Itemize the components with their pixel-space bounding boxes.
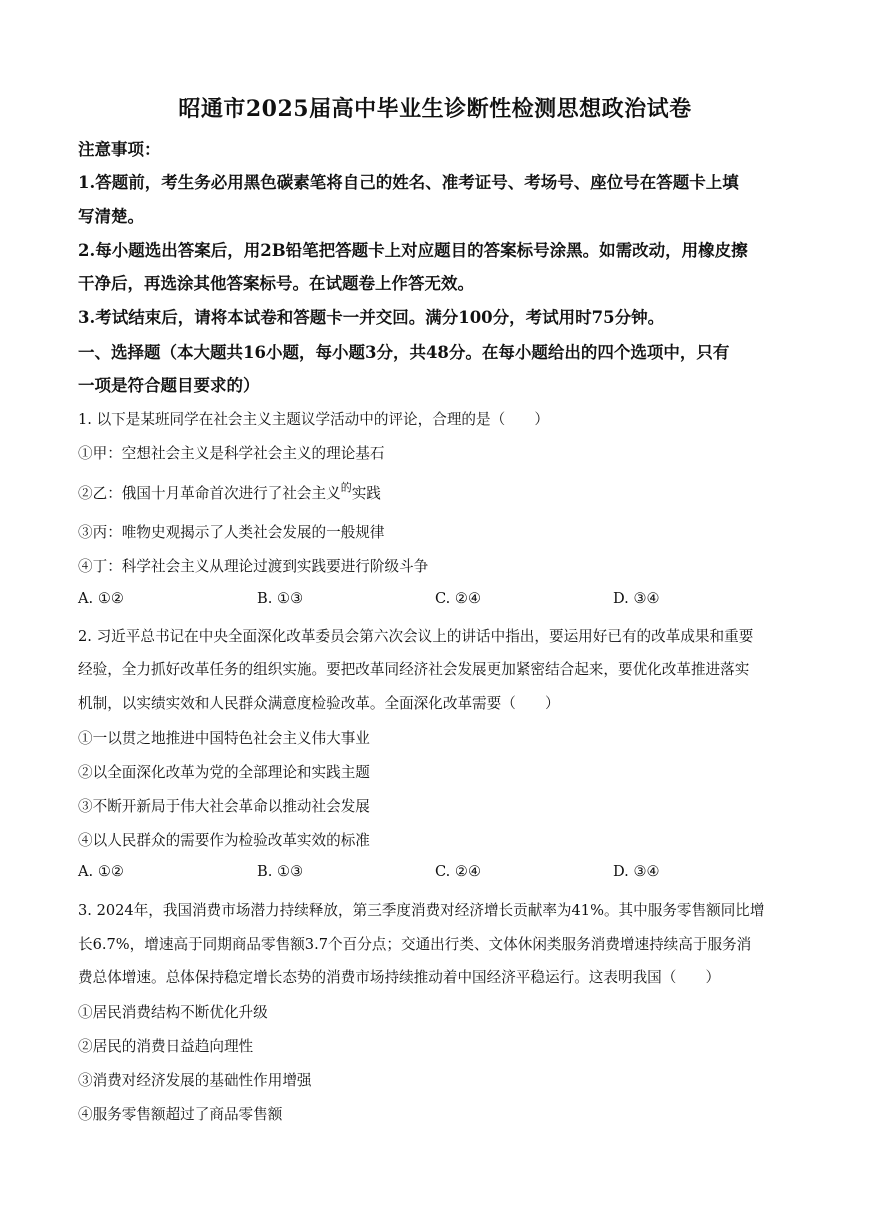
question-3-option-4: ④服务零售额超过了商品零售额	[78, 1106, 283, 1123]
question-1-option-3: ③丙：唯物史观揭示了人类社会发展的一般规律	[78, 524, 385, 541]
question-3-option-2: ②居民的消费日益趋向理性	[78, 1038, 254, 1055]
notice-item-2-line-1: 2.每小题选出答案后，用2B铅笔把答题卡上对应题目的答案标号涂黑。如需改动，用橡皮擦	[78, 241, 748, 260]
notice-item-1-line-2: 写清楚。	[78, 207, 144, 226]
question-1-option-2-text: ②乙：俄国十月革命首次进行了社会主义	[78, 485, 341, 502]
question-2-option-2: ②以全面深化改革为党的全部理论和实践主题	[78, 764, 370, 781]
question-1-option-4: ④丁：科学社会主义从理论过渡到实践要进行阶级斗争	[78, 558, 429, 575]
question-3-option-1: ①居民消费结构不断优化升级	[78, 1004, 268, 1021]
exam-title: 昭通市2025届高中毕业生诊断性检测思想政治试卷	[178, 96, 692, 122]
section-heading-line-2: 一项是符合题目要求的）	[78, 376, 260, 395]
question-1-choice-a[interactable]: A. ①②	[78, 590, 124, 607]
notice-item-1-line-1: 1.答题前，考生务必用黑色碳素笔将自己的姓名、准考证号、考场号、座位号在答题卡上填	[78, 173, 739, 192]
question-3-stem-line-2: 长6.7%，增速高于同期商品零售额3.7个百分点；交通出行类、文体休闲类服务消费增速持续高于服务消	[78, 936, 752, 953]
question-1-option-2	[78, 482, 381, 503]
question-3-option-3: ③消费对经济发展的基础性作用增强	[78, 1072, 312, 1089]
question-1-choice-b[interactable]: B. ①③	[257, 590, 304, 607]
notice-heading: 注意事项：	[78, 140, 161, 159]
question-1-option-1: ①甲：空想社会主义是科学社会主义的理论基石	[78, 445, 385, 462]
question-3-stem-line-1: 3. 2024年，我国消费市场潜力持续释放，第三季度消费对经济增长贡献率为41%。其中服务零售额同比增	[78, 902, 765, 919]
question-1-option-2-tail: 实践	[351, 485, 381, 502]
question-2-stem-line-1: 2. 习近平总书记在中央全面深化改革委员会第六次会议上的讲话中指出，要运用好已有的改革成果和重要	[78, 628, 754, 645]
question-1-choice-c[interactable]: C. ②④	[435, 590, 482, 607]
question-2-stem-line-3: 机制，以实绩实效和人民群众满意度检验改革。全面深化改革需要（ ）	[78, 695, 560, 712]
question-1-choice-d[interactable]: D. ③④	[613, 590, 660, 607]
notice-item-3: 3.考试结束后，请将本试卷和答题卡一并交回。满分100分，考试用时75分钟。	[78, 308, 665, 327]
question-1-stem: 1. 以下是某班同学在社会主义主题议学活动中的评论，合理的是（ ）	[78, 411, 549, 428]
question-2-option-1: ①一以贯之地推进中国特色社会主义伟大事业	[78, 730, 370, 747]
question-2-choice-a[interactable]: A. ①②	[78, 863, 124, 880]
question-3-stem-line-3: 费总体增速。总体保持稳定增长态势的消费市场持续推动着中国经济平稳运行。这表明我国（ ）	[78, 969, 721, 986]
question-2-choice-b[interactable]: B. ①③	[257, 863, 304, 880]
question-1-option-2-superscript: 的	[340, 481, 352, 494]
question-2-choice-c[interactable]: C. ②④	[435, 863, 482, 880]
question-2-stem-line-2: 经验，全力抓好改革任务的组织实施。要把改革同经济社会发展更加紧密结合起来，要优化改革推进落实	[78, 661, 750, 678]
notice-item-2-line-2: 干净后，再选涂其他答案标号。在试题卷上作答无效。	[78, 274, 474, 293]
section-heading-line-1: 一、选择题（本大题共16小题，每小题3分，共48分。在每小题给出的四个选项中，只有	[78, 343, 730, 362]
question-2-choice-d[interactable]: D. ③④	[613, 863, 660, 880]
question-2-option-3: ③不断开新局于伟大社会革命以推动社会发展	[78, 798, 370, 815]
question-2-option-4: ④以人民群众的需要作为检验改革实效的标准	[78, 832, 370, 849]
